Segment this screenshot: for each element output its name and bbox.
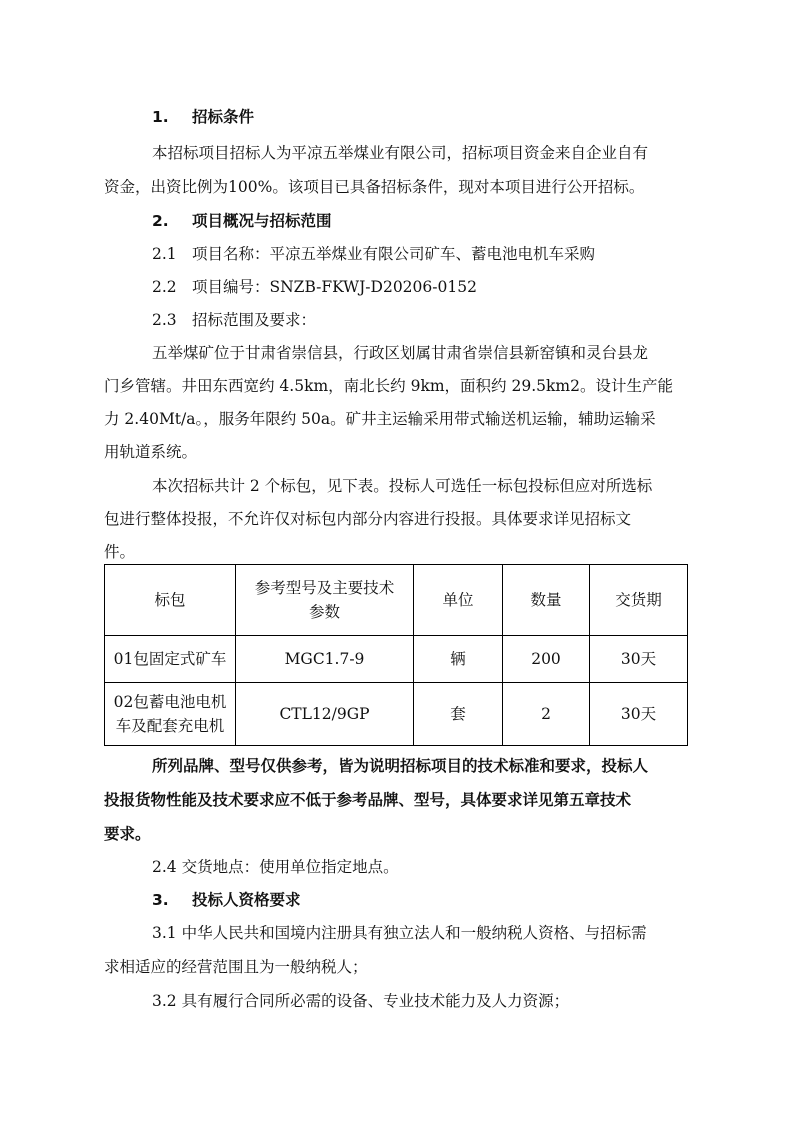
mine-description-line-1: 五举煤矿位于甘肃省崇信县，行政区划属甘肃省崇信县新窑镇和灵台县龙 bbox=[152, 344, 649, 362]
section-3-heading bbox=[152, 890, 301, 910]
item-2-3-text: 招标范围及要求： bbox=[192, 311, 317, 329]
package-description-line-3: 件。 bbox=[104, 543, 136, 561]
section-2-heading bbox=[152, 211, 332, 231]
section-2-number: 2. bbox=[152, 212, 169, 230]
header-model-line-1: 参考型号及主要技术 bbox=[254, 579, 395, 597]
header-unit: 单位 bbox=[414, 565, 503, 636]
mine-description-line-2: 门乡管辖。井田东西宽约 4.5km，南北长约 9km，面积约 29.5km2。设计生产能 bbox=[104, 377, 673, 395]
table-header-row bbox=[105, 565, 688, 636]
cell-model: MGC1.7-9 bbox=[236, 636, 414, 683]
cell-package: 01包固定式矿车 bbox=[105, 636, 236, 683]
item-2-2 bbox=[152, 277, 477, 297]
section-2-title: 项目概况与招标范围 bbox=[192, 212, 332, 230]
header-model-line-2: 参数 bbox=[308, 603, 340, 621]
cell-package bbox=[105, 683, 236, 746]
header-delivery: 交货期 bbox=[590, 565, 688, 636]
section-1-paragraph-line-2: 资金，出资比例为100%。该项目已具备招标条件，现对本项目进行公开招标。 bbox=[104, 178, 645, 196]
item-2-3 bbox=[152, 310, 316, 330]
section-1-paragraph-line-1: 本招标项目招标人为平凉五举煤业有限公司，招标项目资金来自企业自有 bbox=[152, 144, 649, 162]
section-3-number: 3. bbox=[152, 891, 169, 909]
table-row bbox=[105, 683, 688, 746]
mine-description-line-3: 力 2.40Mt/a。，服务年限约 50a。矿井主运输采用带式输送机运输，辅助运输采 bbox=[104, 410, 656, 428]
item-2-4: 2.4 交货地点：使用单位指定地点。 bbox=[152, 858, 399, 876]
cell-delivery: 30天 bbox=[590, 683, 688, 746]
cell-package-line-2: 车及配套充电机 bbox=[115, 717, 225, 735]
cell-quantity: 200 bbox=[503, 636, 590, 683]
item-2-3-number: 2.3 bbox=[152, 311, 177, 329]
item-2-1-number: 2.1 bbox=[152, 245, 177, 263]
note-line-2: 投报货物性能及技术要求应不低于参考品牌、型号，具体要求详见第五章技术 bbox=[104, 790, 632, 809]
header-package: 标包 bbox=[105, 565, 236, 636]
package-description-line-2: 包进行整体投报，不允许仅对标包内部分内容进行投报。具体要求详见招标文 bbox=[104, 510, 632, 528]
bid-package-table bbox=[104, 564, 688, 746]
note-line-1: 所列品牌、型号仅供参考，皆为说明招标项目的技术标准和要求，投标人 bbox=[152, 756, 649, 775]
package-description-line-1: 本次招标共计 2 个标包，见下表。投标人可选任一标包投标但应对所选标 bbox=[152, 477, 653, 495]
section-1-number: 1. bbox=[152, 108, 169, 126]
item-2-2-text: 项目编号：SNZB-FKWJ-D20206-0152 bbox=[192, 278, 477, 296]
section-1-heading bbox=[152, 107, 254, 127]
item-2-2-number: 2.2 bbox=[152, 278, 177, 296]
item-2-1 bbox=[152, 244, 595, 264]
table-row bbox=[105, 636, 688, 683]
header-quantity: 数量 bbox=[503, 565, 590, 636]
item-3-1-line-1: 3.1 中华人民共和国境内注册具有独立法人和一般纳税人资格、与招标需 bbox=[152, 924, 647, 942]
item-3-1-line-2: 求相适应的经营范围且为一般纳税人； bbox=[104, 958, 368, 976]
cell-delivery: 30天 bbox=[590, 636, 688, 683]
section-3-title: 投标人资格要求 bbox=[192, 891, 301, 909]
cell-package-line-1: 02包蓄电池电机 bbox=[113, 693, 227, 711]
header-model bbox=[236, 565, 414, 636]
item-2-1-text: 项目名称：平凉五举煤业有限公司矿车、蓄电池电机车采购 bbox=[192, 245, 596, 263]
cell-model: CTL12/9GP bbox=[236, 683, 414, 746]
cell-quantity: 2 bbox=[503, 683, 590, 746]
cell-unit: 辆 bbox=[414, 636, 503, 683]
note-line-3: 要求。 bbox=[104, 824, 151, 843]
section-1-title: 招标条件 bbox=[192, 108, 255, 126]
mine-description-line-4: 用轨道系统。 bbox=[104, 443, 198, 461]
cell-unit: 套 bbox=[414, 683, 503, 746]
item-3-2: 3.2 具有履行合同所必需的设备、专业技术能力及人力资源； bbox=[152, 992, 570, 1010]
